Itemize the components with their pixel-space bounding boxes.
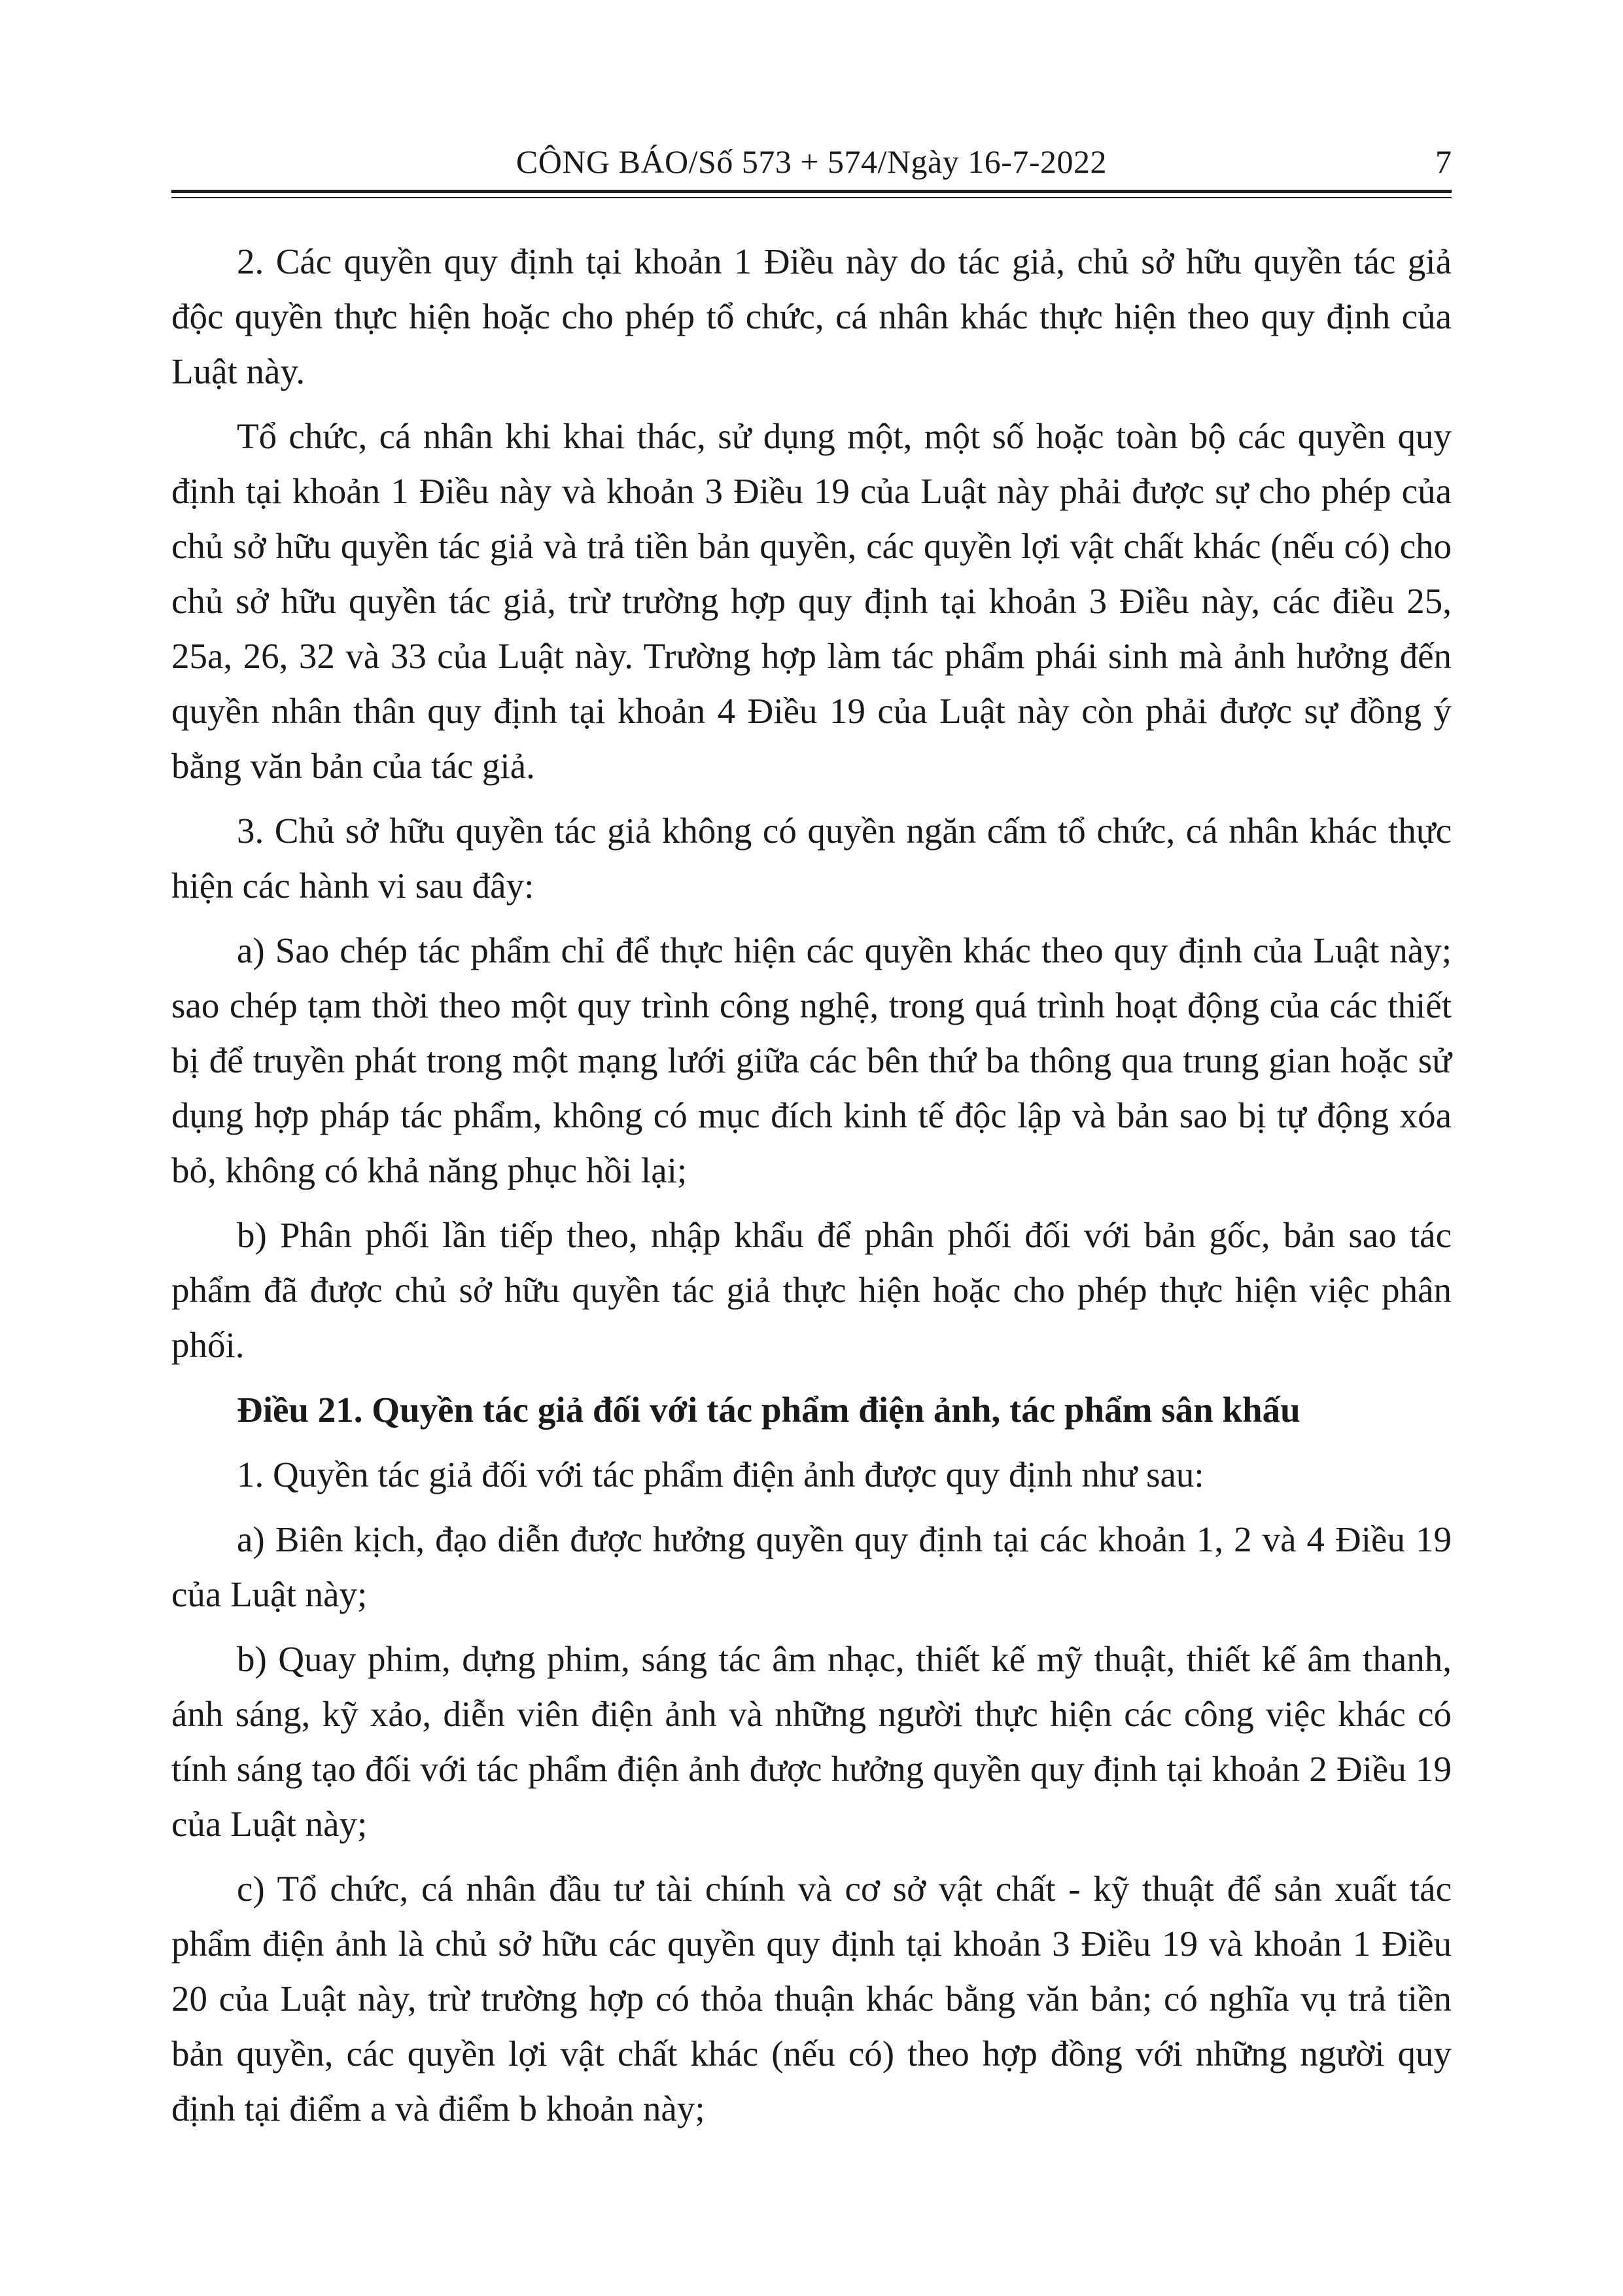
document-body [171, 234, 1452, 2146]
paragraph-clause-2: 2. Các quyền quy định tại khoản 1 Điều này do tác giả, chủ sở hữu quyền tác giả độc quyền thực hiện hoặc cho phép tổ chức, cá nhân khác thực hiện theo quy định của Luật này. [171, 241, 1452, 391]
paragraph-clause-3: 3. Chủ sở hữu quyền tác giả không có quyền ngăn cấm tổ chức, cá nhân khác thực hiện các hành vi sau đây: [171, 811, 1452, 906]
paragraph-exploitation-terms: Tổ chức, cá nhân khi khai thác, sử dụng một, một số hoặc toàn bộ các quyền quy định tại khoản 1 Điều này và khoản 3 Điều 19 của Luật này phải được sự cho phép của chủ sở hữu quyền tác giả và trả tiền bản quyền, các quyền lợi vật chất khác (nếu có) cho chủ sở hữu quyền tác giả, trừ trường hợp quy định tại khoản 3 Điều này, các điều 25, 25a, 26, 32 và 33 của Luật này. Trường hợp làm tác phẩm phái sinh mà ảnh hưởng đến quyền nhân thân quy định tại khoản 4 Điều 19 của Luật này còn phải được sự đồng ý bằng văn bản của tác giả. [171, 416, 1452, 786]
header-divider-thick [171, 190, 1452, 193]
article-21-clause-1: 1. Quyền tác giả đối với tác phẩm điện ảnh được quy định như sau: [237, 1455, 1204, 1494]
article-21-point-b: b) Quay phim, dựng phim, sáng tác âm nhạc, thiết kế mỹ thuật, thiết kế âm thanh, ánh sáng, kỹ xảo, diễn viên điện ảnh và những người thực hiện các công việc khác có tính sáng tạo đối với tác phẩm điện ảnh được hưởng quyền quy định tại khoản 2 Điều 19 của Luật này; [171, 1639, 1452, 1844]
page-header [171, 139, 1452, 185]
article-21-point-a: a) Biên kịch, đạo diễn được hưởng quyền quy định tại các khoản 1, 2 và 4 Điều 19 của Luật này; [171, 1519, 1452, 1614]
article-21-point-c: c) Tổ chức, cá nhân đầu tư tài chính và cơ sở vật chất - kỹ thuật để sản xuất tác phẩm điện ảnh là chủ sở hữu các quyền quy định tại khoản 3 Điều 19 và khoản 1 Điều 20 của Luật này, trừ trường hợp có thỏa thuận khác bằng văn bản; có nghĩa vụ trả tiền bản quyền, các quyền lợi vật chất khác (nếu có) theo hợp đồng với những người quy định tại điểm a và điểm b khoản này; [171, 1869, 1452, 2128]
paragraph-point-b: b) Phân phối lần tiếp theo, nhập khẩu để phân phối đối với bản gốc, bản sao tác phẩm đã được chủ sở hữu quyền tác giả thực hiện hoặc cho phép thực hiện việc phân phối. [171, 1215, 1452, 1365]
article-21-heading: Điều 21. Quyền tác giả đối với tác phẩm điện ảnh, tác phẩm sân khấu [237, 1390, 1300, 1430]
header-divider-thin [171, 197, 1452, 198]
paragraph-point-a: a) Sao chép tác phẩm chỉ để thực hiện các quyền khác theo quy định của Luật này; sao chép tạm thời theo một quy trình công nghệ, trong quá trình hoạt động của các thiết bị để truyền phát trong một mạng lưới giữa các bên thứ ba thông qua trung gian hoặc sử dụng hợp pháp tác phẩm, không có mục đích kinh tế độc lập và bản sao bị tự động xóa bỏ, không có khả năng phục hồi lại; [171, 930, 1452, 1190]
gazette-title: CÔNG BÁO/Số 573 + 574/Ngày 16-7-2022 [515, 143, 1108, 180]
page-number: 7 [1435, 143, 1452, 180]
